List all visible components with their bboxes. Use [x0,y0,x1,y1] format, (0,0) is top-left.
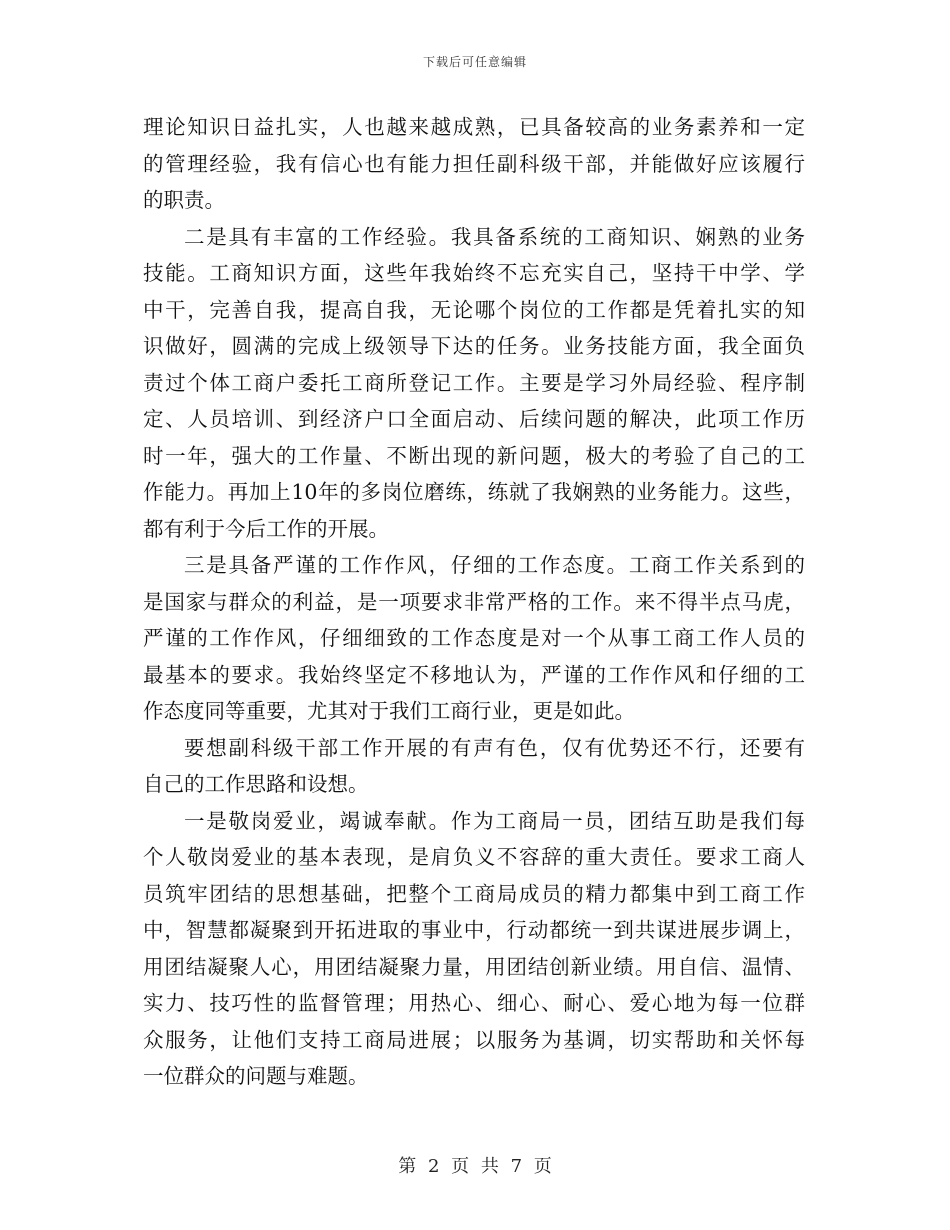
text-line: 自己的工作思路和设想。 [143,772,369,796]
text-line: 中干，完善自我，提高自我，无论哪个岗位的工作都是凭着扎实的知 [143,297,805,322]
paragraph-start-line: 二是具有丰富的工作经验。我具备系统的工商知识、娴熟的业务 [184,224,805,249]
text-line: 用团结凝聚人心，用团结凝聚力量，用团结创新业绩。用自信、温情、 [143,954,805,979]
page-header: 下载后可任意编辑 [422,55,527,69]
text-line: 的职责。 [143,188,225,212]
text-line: 技能。工商知识方面，这些年我始终不忘充实自己，坚持干中学、学 [143,261,805,285]
paragraph-start-line: 三是具备严谨的工作作风，仔细的工作态度。工商工作关系到的 [184,553,805,577]
text-line: 定、人员培训、到经济户口全面启动、后续问题的解决，此项工作历 [143,407,805,431]
text-line: 作能力。再加上10年的多岗位磨练，练就了我娴熟的业务能力。这些， [143,480,805,504]
text-line: 时一年，强大的工作量、不断出现的新问题，极大的考验了自己的工 [143,443,805,468]
text-line: 理论知识日益扎实，人也越来越成熟，已具备较高的业务素养和一定 [143,115,805,139]
page-number: 第 2 页 共 7 页 [398,1156,552,1177]
text-line: 是国家与群众的利益，是一项要求非常严格的工作。来不得半点马虎， [143,589,805,614]
text-line: 责过个体工商户委托工商所登记工作。主要是学习外局经验、程序制 [143,370,805,395]
text-line: 最基本的要求。我始终坚定不移地认为，严谨的工作作风和仔细的工 [143,662,805,687]
paragraph-start-line: 一是敬岗爱业，竭诚奉献。作为工商局一员，团结互助是我们每 [184,808,805,833]
text-line: 实力、技巧性的监督管理；用热心、细心、耐心、爱心地为每一位群 [143,991,805,1015]
document-body [143,109,805,1095]
text-line: 严谨的工作作风，仔细细致的工作态度是对一个从事工商工作人员的 [143,626,805,650]
text-line: 员筑牢团结的思想基础，把整个工商局成员的精力都集中到工商工作 [143,881,805,906]
text-line: 识做好，圆满的完成上级领导下达的任务。业务技能方面，我全面负 [143,334,805,358]
text-line: 众服务，让他们支持工商局进展；以服务为基调，切实帮助和关怀每 [143,1027,805,1052]
text-line: 的管理经验，我有信心也有能力担任副科级干部，并能做好应该履行 [143,151,805,176]
text-line: 作态度同等重要，尤其对于我们工商行业，更是如此。 [143,699,635,723]
text-line: 一位群众的问题与难题。 [143,1064,369,1088]
text-line: 中，智慧都凝聚到开拓进取的事业中，行动都统一到共谋进展步调上， [143,918,805,942]
text-line: 都有利于今后工作的开展。 [143,516,389,541]
text-line: 个人敬岗爱业的基本表现，是肩负义不容辞的重大责任。要求工商人 [143,845,805,869]
paragraph-start-line: 要想副科级干部工作开展的有声有色，仅有优势还不行，还要有 [184,735,805,760]
